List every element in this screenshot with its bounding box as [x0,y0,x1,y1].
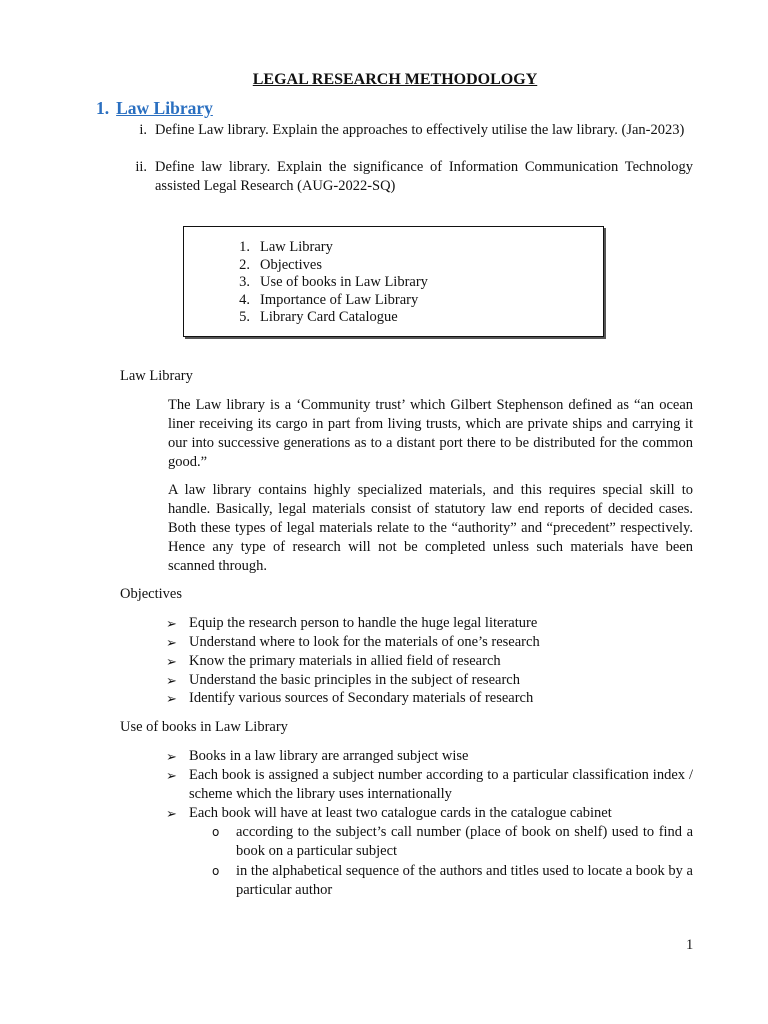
question-text-1: Define Law library. Explain the approaches to effectively utilise the law library. (Jan-2023) [155,122,685,138]
objectives-heading: Objectives [120,586,183,602]
section-number: 1. [96,98,110,118]
toc-number-1: 1. [239,239,250,255]
arrow-bullet-icon: ➢ [166,749,177,764]
toc-item-2: Objectives [260,257,323,273]
toc-item-1: Law Library [260,239,333,255]
arrow-bullet-icon: ➢ [166,654,177,669]
arrow-bullet-icon: ➢ [166,616,177,631]
objective-item-1: Equip the research person to handle the huge legal literature [189,615,538,631]
question-text-2: Define law library. Explain the significance of Information Communication Technology assisted Legal Research (AUG-2022-SQ) [155,159,693,194]
toc-item-5: Library Card Catalogue [260,309,398,325]
books-subitem-2: in the alphabetical sequence of the authors and titles used to locate a book by a particular author [236,863,693,898]
books-item-2: Each book is assigned a subject number according to a particular classification index / scheme which the library uses internationally [189,767,693,802]
toc-number-2: 2. [239,257,250,273]
toc-item-4: Importance of Law Library [260,292,419,308]
section-label: Law Library [116,98,213,118]
section-heading [96,99,213,118]
paragraph-2-text: A law library contains highly specialized materials, and this requires special skill to handle. Basically, legal materials consist of statutory law end reports of decided cases. Both these types of legal materials relate to the “authority” and “precedent” respectively. Hence any type of research will not be completed unless such materials have been scanned through. [168,482,693,574]
question-number-1: i. [139,122,147,138]
paragraph-1-text: The Law library is a ‘Community trust’ which Gilbert Stephenson defined as “an ocean liner receiving its cargo in part from living trusts, which are private ships and carrying it our into successive generations as to a distant port there to be distributed for the common good.” [168,397,693,470]
document-title: LEGAL RESEARCH METHODOLOGY [252,71,538,88]
circle-bullet-icon: o [212,864,220,878]
law-library-paragraph-1 [120,396,693,472]
toc-number-4: 4. [239,292,250,308]
books-subitem-1: according to the subject’s call number (place of book on shelf) used to find a book on a particular subject [236,824,693,859]
page-number: 1 [686,937,694,953]
books-item-1: Books in a law library are arranged subject wise [189,748,469,764]
arrow-bullet-icon: ➢ [166,768,177,783]
arrow-bullet-icon: ➢ [166,635,177,650]
objective-item-5: Identify various sources of Secondary materials of research [189,690,534,706]
arrow-bullet-icon: ➢ [166,806,177,821]
law-library-heading: Law Library [120,368,193,384]
use-of-books-heading: Use of books in Law Library [120,719,288,735]
toc-number-5: 5. [239,309,250,325]
objective-item-2: Understand where to look for the materials of one’s research [189,634,540,650]
objective-item-3: Know the primary materials in allied field of research [189,653,501,669]
toc-number-3: 3. [239,274,250,290]
law-library-paragraph-2 [120,481,693,576]
arrow-bullet-icon: ➢ [166,673,177,688]
toc-item-3: Use of books in Law Library [260,274,428,290]
circle-bullet-icon: o [212,825,220,839]
arrow-bullet-icon: ➢ [166,691,177,706]
books-item-3: Each book will have at least two catalogue cards in the catalogue cabinet [189,805,612,821]
objective-item-4: Understand the basic principles in the subject of research [189,672,520,688]
question-number-2: ii. [135,159,147,175]
